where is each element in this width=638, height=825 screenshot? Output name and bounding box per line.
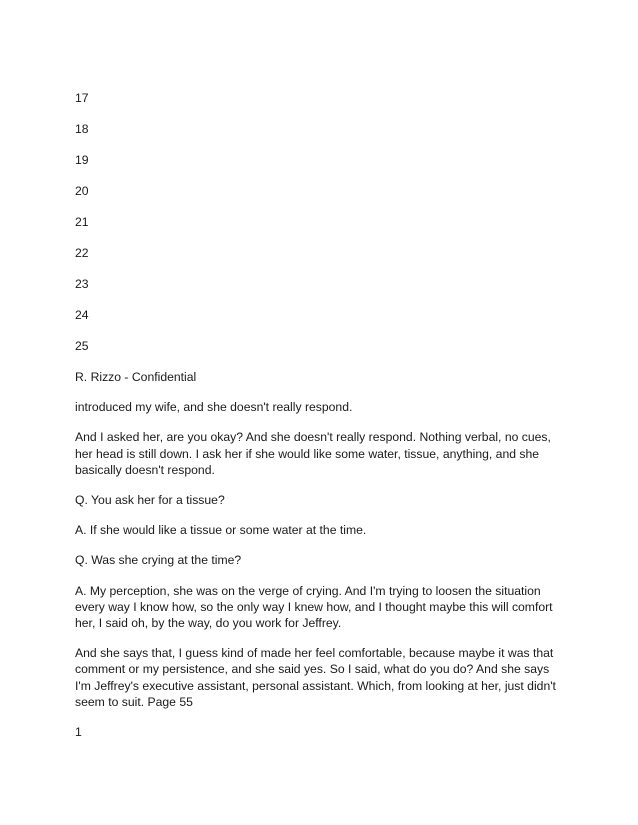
transcript-paragraph: And I asked her, are you okay? And she doesn't really respond. Nothing verbal, no cues, her head is still down. I ask her if she would like some water, tissue, anything, and she basically doesn't respond.	[75, 430, 551, 477]
confidential-label: R. Rizzo - Confidential	[75, 370, 197, 384]
transcript-paragraph: introduced my wife, and she doesn't really respond.	[75, 400, 353, 415]
line-number: 22	[75, 246, 89, 260]
page-footer-number: 1	[75, 725, 82, 740]
line-number: 23	[75, 277, 89, 291]
line-number: 25	[75, 339, 89, 353]
line-number: 17	[75, 91, 89, 105]
answer-line: A. My perception, she was on the verge of crying. And I'm trying to loosen the situation every way I know how, so the only way I knew how, and I thought maybe this will comfort her, I said oh, by the way, do you work for Jeffrey.	[75, 583, 553, 631]
document-body	[75, 90, 565, 740]
line-number: 18	[75, 122, 89, 136]
question-line: Q. You ask her for a tissue?	[75, 493, 225, 508]
transcript-paragraph: And she says that, I guess kind of made her feel comfortable, because maybe it was that comment or my persistence, and she said yes. So I said, what do you do? And she says I'm Jeffrey's executive assistant, personal assistant. Which, from looking at her, just didn't seem to suit. Page 55	[75, 646, 556, 709]
line-number: 24	[75, 308, 89, 322]
line-number: 20	[75, 184, 89, 198]
answer-line: A. If she would like a tissue or some water at the time.	[75, 523, 367, 538]
question-line: Q. Was she crying at the time?	[75, 553, 242, 568]
line-number: 21	[75, 215, 89, 229]
line-number: 19	[75, 153, 89, 167]
